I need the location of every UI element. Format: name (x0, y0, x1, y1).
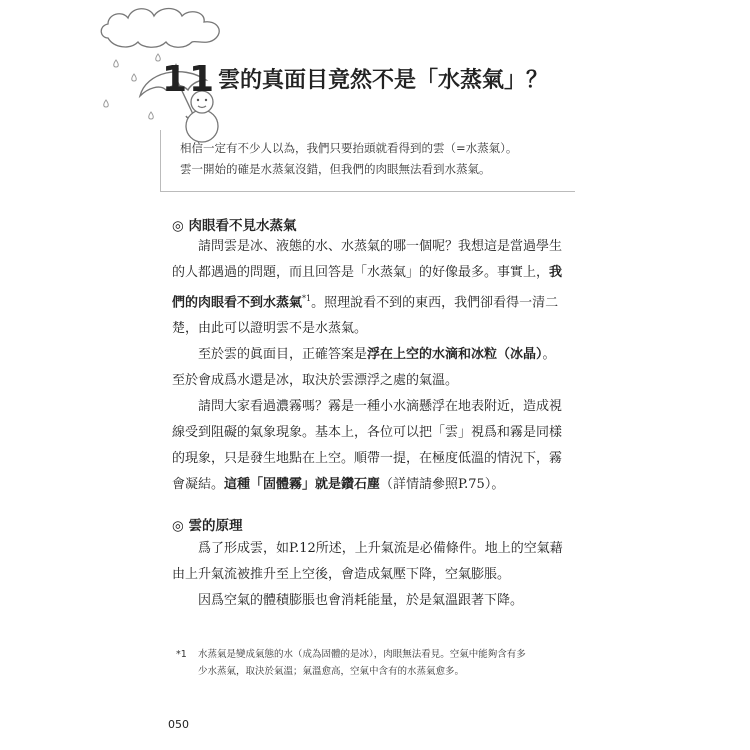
section-body (172, 234, 562, 498)
text-line (172, 342, 562, 368)
footnote-mark: *1 (176, 649, 187, 660)
footnote-line: 水蒸氣是變成氣態的水（成為固體的是冰），肉眼無法看見。空氣中能夠含有多 (198, 649, 526, 660)
text-line: 因爲空氣的體積膨脹也會消耗能量，於是氣溫跟著下降。 (198, 593, 524, 608)
text-line: 楚，由此可以證明雲不是水蒸氣。 (172, 321, 368, 337)
emphasis-text: 們的肉眼看不到水蒸氣 (172, 295, 303, 311)
text-line (172, 260, 562, 286)
paragraph (172, 234, 562, 342)
intro-line: 相信一定有不少人以為，我們只要抬頭就看得到的雲（=水蒸氣）。 (180, 141, 518, 155)
text-line: 線受到阻礙的氣象現象。基本上，各位可以把「雲」視爲和霧是同樣 (172, 425, 563, 441)
text-line: 爲了形成雲，如P.12所述，上升氣流是必備條件。地上的空氣藉 (198, 541, 563, 556)
emphasis-text: 這種「固體霧」就是鑽石塵 (224, 477, 381, 493)
emphasis-text: 浮在上空的水滴和冰粒（冰晶） (367, 347, 543, 363)
chapter-title: 雲的真面目竟然不是「水蒸氣」？ (218, 68, 549, 93)
text-run: 至於雲的眞面目，正確答案是 (198, 347, 368, 363)
section-heading: ◎ 肉眼看不見水蒸氣 (172, 218, 297, 234)
text-run: 。 (542, 347, 556, 363)
text-line (172, 286, 562, 316)
text-line: 由上升氣流被推升至上空後，會造成氣壓下降，空氣膨脹。 (172, 567, 511, 582)
text-run: 會凝結。 (172, 477, 225, 493)
intro-line: 雲一開始的確是水蒸氣沒錯，但我們的肉眼無法看到水蒸氣。 (180, 162, 491, 176)
footnote-text (198, 646, 576, 680)
text-line (172, 472, 562, 498)
text-line: 請問雲是冰、液態的水、水蒸氣的哪一個呢？我想這是當過學生 (198, 239, 563, 254)
text-line: 至於會成爲水還是冰，取決於雲漂浮之處的氣溫。 (172, 373, 459, 389)
cloud-icon (101, 9, 219, 48)
text-run: 的人都遇過的問題，而且回答是「水蒸氣」的好像最多。事實上， (172, 265, 550, 280)
paragraph (172, 342, 562, 394)
section-heading: ◎ 雲的原理 (172, 518, 243, 534)
text-run: （詳情請參照P.75）。 (380, 477, 505, 493)
footnote-ref: *1 (302, 294, 312, 303)
footnote-line: 少水蒸氣，取決於氣溫；氣溫愈高，空氣中含有的水蒸氣愈多。 (198, 666, 465, 677)
text-run: 。照理說看不到的東西，我們卻看得一清二 (311, 295, 559, 311)
intro-text (180, 138, 580, 180)
page-number: 050 (168, 718, 189, 731)
chapter-number: 11 (162, 59, 217, 100)
paragraph (172, 536, 562, 614)
emphasis-text: 我 (549, 265, 563, 280)
text-line: 的現象，只是發生地點在上空。順帶一提，在極度低溫的情況下，霧 (172, 451, 563, 467)
text-line: 請問大家看過濃霧嗎？霧是一種小水滴懸浮在地表附近，造成視 (198, 399, 563, 415)
section-body (172, 536, 562, 614)
paragraph (172, 394, 562, 498)
